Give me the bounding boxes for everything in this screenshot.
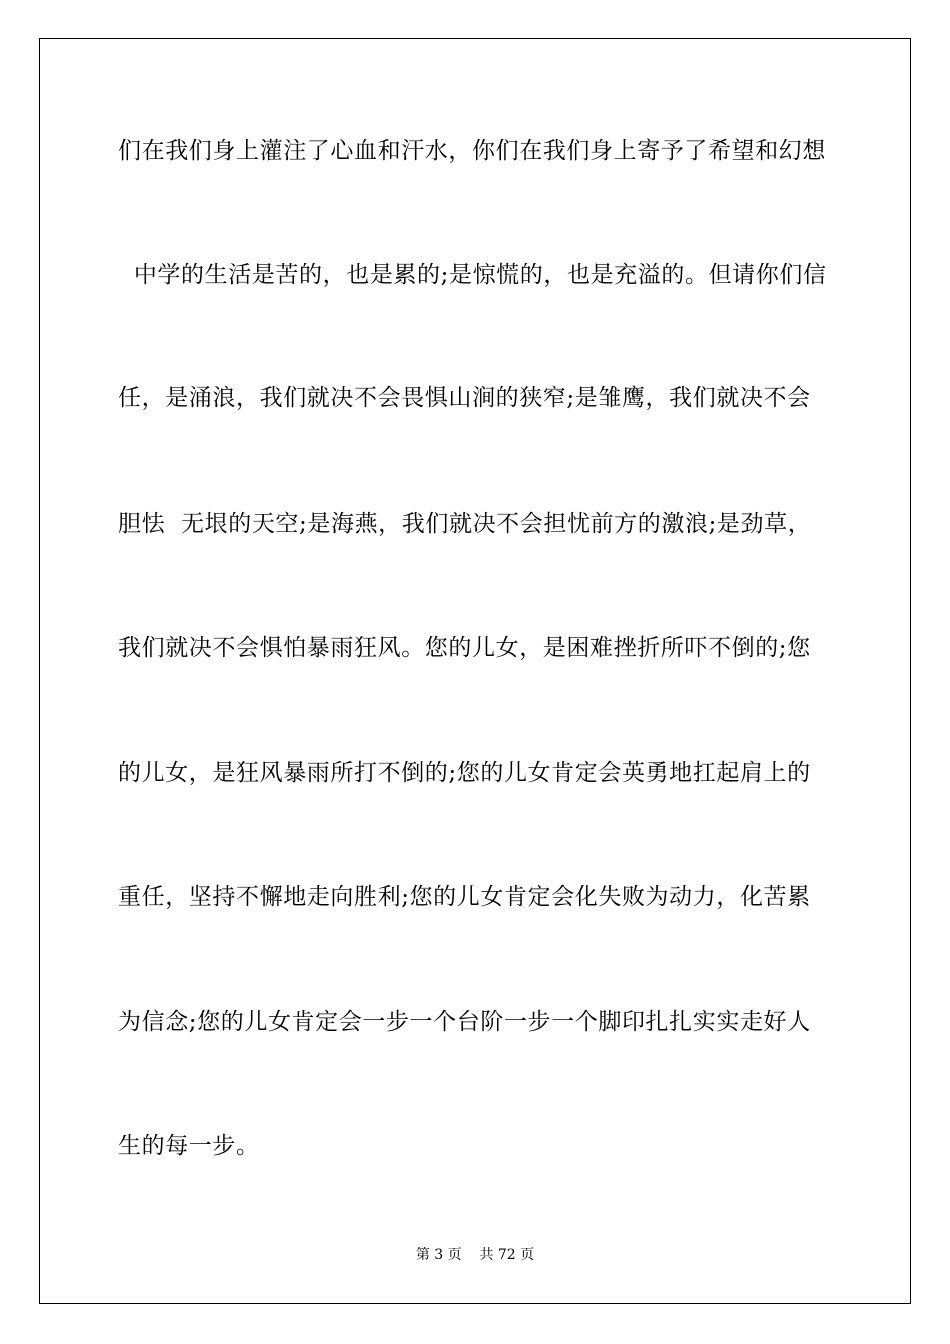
page-total: 共 72 页 (479, 1247, 535, 1263)
page-number: 第 3 页 (415, 1247, 462, 1263)
body-text-line-3: 任，是涌浪，我们就决不会畏惧山涧的狭窄;是雏鹰，我们就决不会 (118, 385, 811, 411)
body-text-line-6: 的儿女，是狂风暴雨所打不倒的;您的儿女肯定会英勇地扛起肩上的 (118, 760, 811, 786)
body-text-line-2: 中学的生活是苦的，也是累的;是惊慌的，也是充溢的。但请你们信 (118, 262, 827, 288)
page-footer (0, 1246, 950, 1264)
body-text-line-7: 重任，坚持不懈地走向胜利;您的儿女肯定会化失败为动力，化苦累 (118, 884, 811, 910)
body-text-line-5: 我们就决不会惧怕暴雨狂风。您的儿女，是困难挫折所吓不倒的;您 (118, 635, 811, 661)
body-text-line-8: 为信念;您的儿女肯定会一步一个台阶一步一个脚印扎扎实实走好人 (118, 1009, 811, 1035)
body-text-line-9: 生的每一步。 (118, 1133, 260, 1159)
body-text-line-1: 们在我们身上灌注了心血和汗水，你们在我们身上寄予了希望和幻想 (118, 138, 826, 164)
page-border (39, 38, 911, 1304)
body-text-line-4: 胆怯 无垠的天空;是海燕，我们就决不会担忧前方的激浪;是劲草， (118, 511, 812, 537)
